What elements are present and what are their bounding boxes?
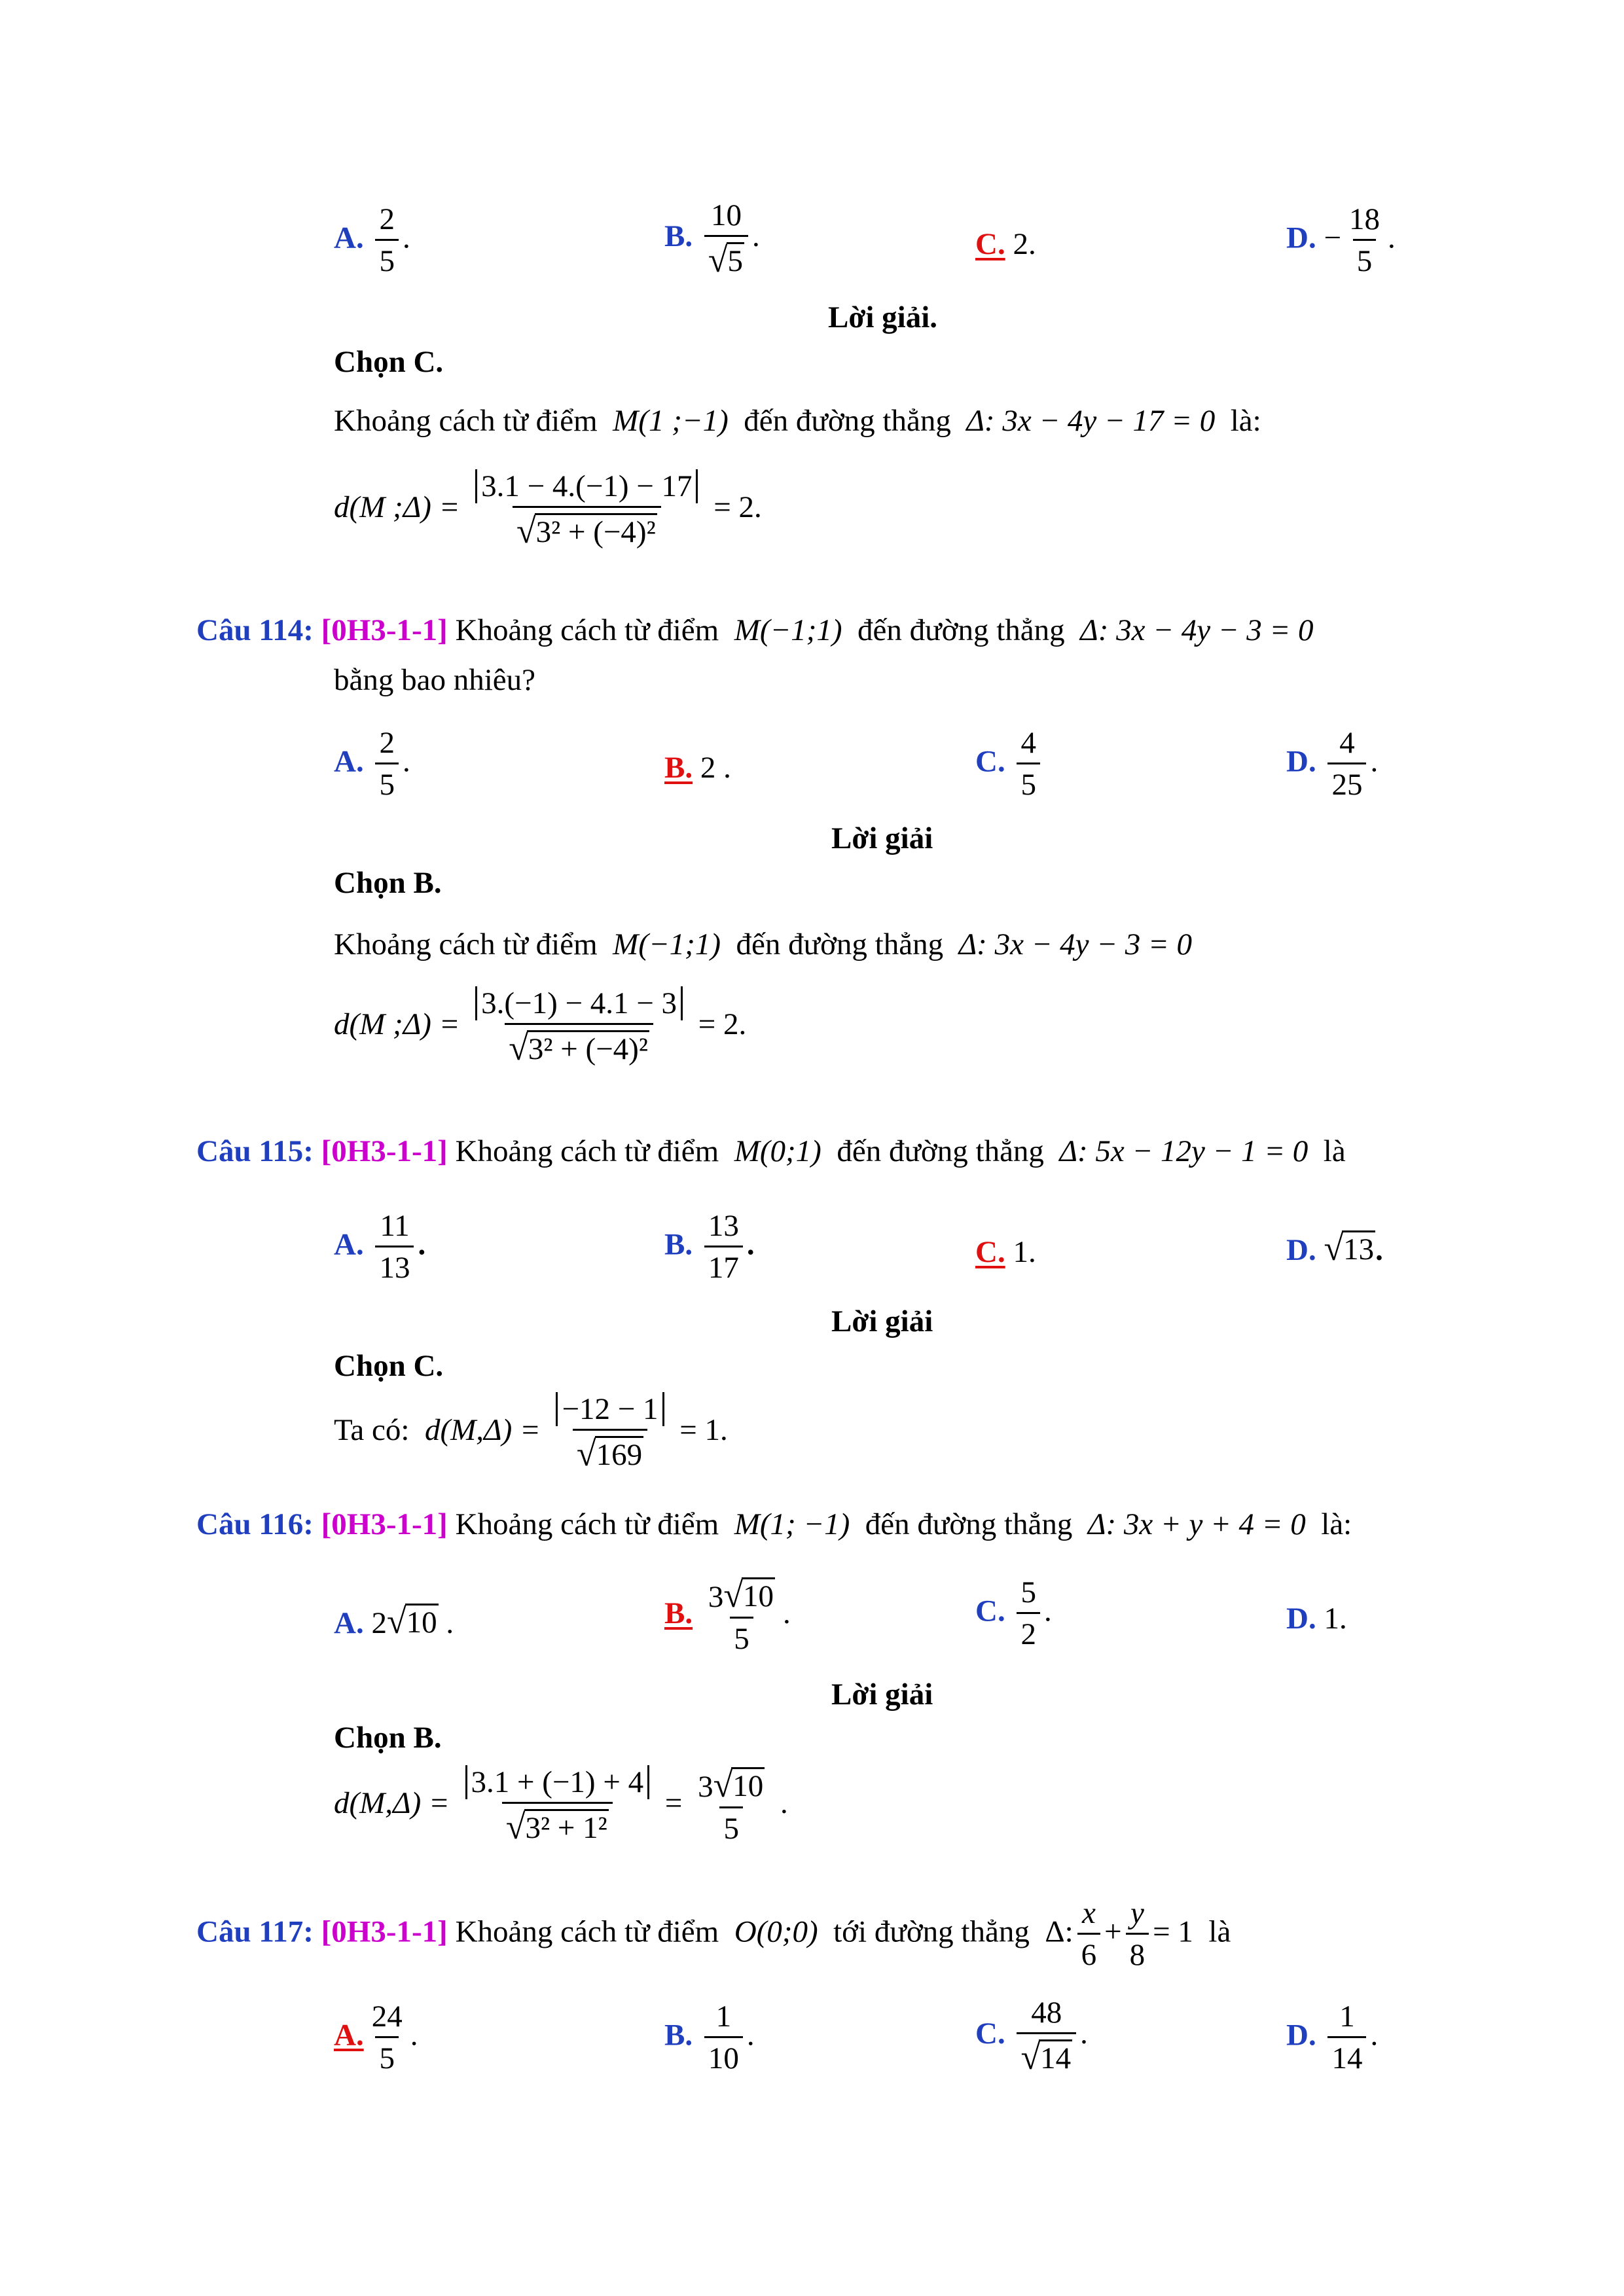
fraction: 48 √ 14 — [1017, 1998, 1076, 2075]
q116-option-a: A. 2 √ 10 . — [334, 1602, 454, 1641]
fraction: $\frac{4}{5}$ — [1017, 728, 1040, 800]
q116-option-b: B. 3 √ 10 5 . — [664, 1575, 791, 1657]
q115-stem: Câu 115: [0H3-1-1] Khoảng cách từ điểm M(0;1) đến đường thẳng Δ: 5x − 12y − 1 = 0 là — [196, 1134, 1346, 1168]
fraction: $\frac{13}{17}$ — [704, 1211, 743, 1283]
fraction: 3 √ 10 5 — [698, 1765, 764, 1846]
fraction: $\frac{5}{2}$ — [1017, 1577, 1040, 1650]
q114-choice: Chọn B. — [334, 866, 442, 900]
q117-option-b: B. $\frac{1}{10}$ . — [664, 2000, 755, 2075]
q115-choice: Chọn C. — [334, 1349, 444, 1383]
fraction: $\frac{1}{10}$ — [704, 2001, 743, 2074]
q117-option-a: A. $\frac{24}{5}$ . — [334, 2000, 418, 2075]
q114-option-c: C. $\frac{4}{5}$ — [975, 728, 1044, 800]
fraction: $\frac{x}{6}$ — [1077, 1898, 1101, 1971]
q114-option-d: D. $\frac{4}{25}$ . — [1286, 726, 1379, 802]
q114-solution-line: Khoảng cách từ điểm M(−1;1) đến đường thẳng Δ: 3x − 4y − 3 = 0 — [334, 927, 1192, 961]
q117-option-c: C. 48 √ 14 . — [975, 1996, 1088, 2077]
fraction: 3 √ 10 5 — [708, 1575, 774, 1657]
q114-solution-title: Lời giải — [831, 821, 933, 855]
q117-stem: Câu 117: [0H3-1-1] Khoảng cách từ điểm O(0;0) tới đường thẳng Δ: $\frac{x}{6}$ + $\frac{y}{8}$ = 1 là — [196, 1896, 1231, 1972]
fraction: 3.1 + (−1) + 4 √ 3² + 1² — [461, 1767, 654, 1844]
q113-formula: d(M ;Δ) = 3.1 − 4.(−1) − 17 √ 3² + (−4)² = 2. — [334, 469, 762, 550]
q115-option-b: B. $\frac{13}{17}$ . — [664, 1209, 755, 1285]
q116-stem: Câu 116: [0H3-1-1] Khoảng cách từ điểm M(1; −1) đến đường thẳng Δ: 3x + y + 4 = 0 là: — [196, 1507, 1352, 1541]
q113-solution-title: Lời giải. — [828, 300, 938, 334]
q117-option-d: D. $\frac{1}{14}$ . — [1286, 2000, 1379, 2075]
q115-option-a: A. $\frac{11}{13}$ . — [334, 1209, 426, 1285]
fraction: 10 √ 5 — [704, 200, 748, 278]
q113-option-c: C. 2. — [975, 227, 1036, 261]
fraction: 3.(−1) − 4.1 − 3 √ 3² + (−4)² — [471, 988, 687, 1066]
fraction: $\frac{24}{5}$ — [371, 2000, 403, 2075]
q116-option-c: C. $\frac{5}{2}$ . — [975, 1575, 1052, 1651]
q114-formula: d(M ;Δ) = 3.(−1) − 4.1 − 3 √ 3² + (−4)² = 2. — [334, 986, 747, 1067]
q113-option-b: B. 10 √ 5 . — [664, 198, 760, 279]
q115-solution-title: Lời giải — [831, 1304, 933, 1338]
fraction: 3.1 − 4.(−1) − 17 √ 3² + (−4)² — [471, 471, 702, 548]
fraction: $\frac{2}{5}$ — [375, 204, 399, 277]
q116-formula: d(M,Δ) = 3.1 + (−1) + 4 √ 3² + 1² = 3 √ 10 5 . — [334, 1765, 788, 1846]
q116-option-d: D. 1. — [1286, 1602, 1347, 1636]
q113-option-a: A. $\frac{2}{5}$ . — [334, 202, 410, 278]
q116-solution-title: Lời giải — [831, 1677, 933, 1712]
q114-stem-cont: bằng bao nhiêu? — [334, 663, 536, 697]
fraction: $\frac{y}{8}$ — [1126, 1898, 1149, 1971]
q113-solution-line: Khoảng cách từ điểm M(1 ;−1) đến đường thẳng Δ: 3x − 4y − 17 = 0 là: — [334, 404, 1261, 438]
q114-option-b: B. 2 . — [664, 751, 731, 785]
q115-option-d: D. √ 13 . — [1286, 1229, 1383, 1268]
fraction: $\frac{11}{13}$ — [375, 1211, 414, 1283]
fraction: $\frac{2}{5}$ — [375, 728, 399, 800]
q113-choice: Chọn C. — [334, 345, 444, 379]
q115-option-c: C. 1. — [975, 1235, 1036, 1269]
q113-option-d: D. − $\frac{18}{5}$ . — [1286, 202, 1396, 278]
q114-stem: Câu 114: [0H3-1-1] Khoảng cách từ điểm M(−1;1) đến đường thẳng Δ: 3x − 4y − 3 = 0 — [196, 613, 1314, 647]
fraction: −12 − 1 √ 169 — [552, 1394, 668, 1471]
q115-formula: Ta có: d(M,Δ) = −12 − 1 √ 169 = 1. — [334, 1392, 728, 1473]
fraction: $\frac{18}{5}$ — [1348, 202, 1380, 278]
q116-choice: Chọn B. — [334, 1721, 442, 1755]
fraction: $\frac{4}{25}$ — [1327, 728, 1366, 800]
fraction: $\frac{1}{14}$ — [1327, 2001, 1366, 2074]
q114-option-a: A. $\frac{2}{5}$ . — [334, 726, 410, 802]
